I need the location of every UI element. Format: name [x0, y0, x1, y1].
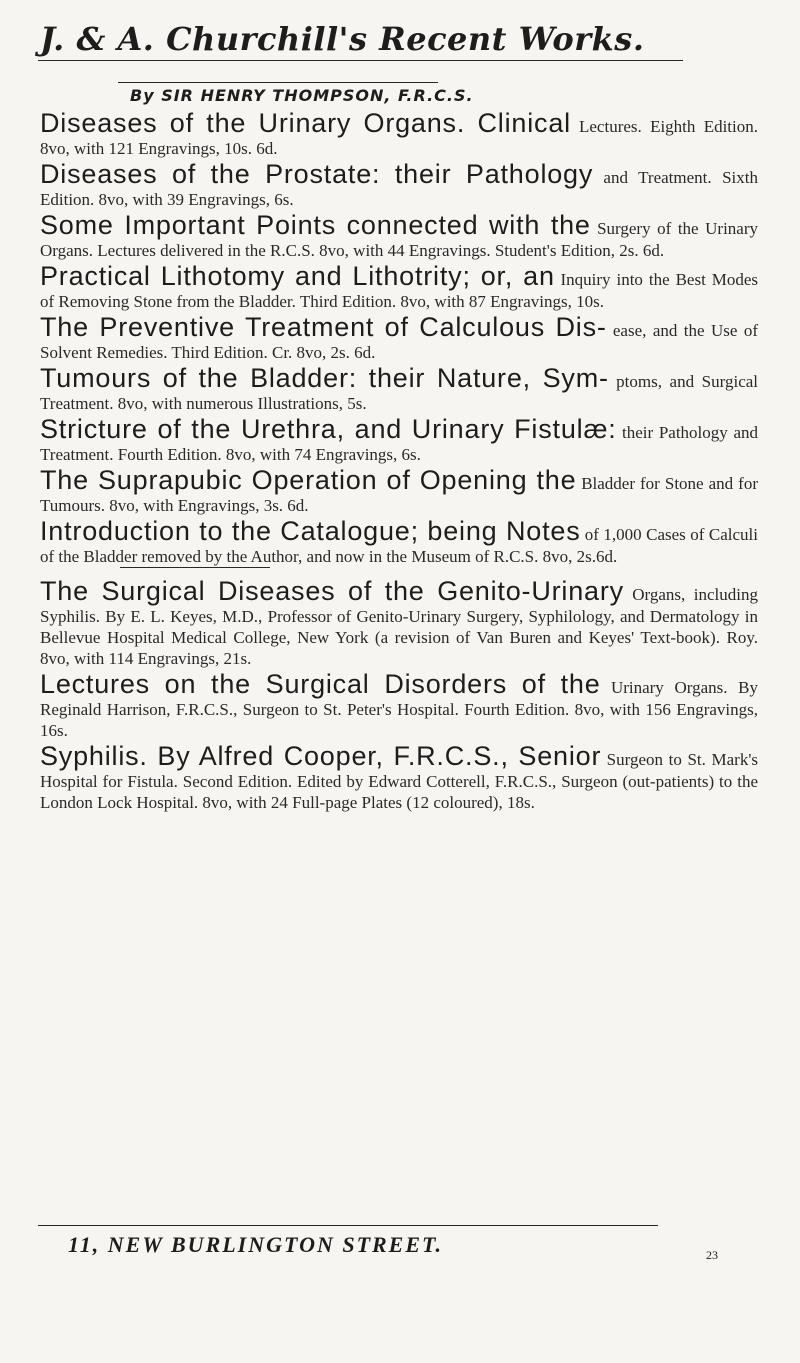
book-entry — [40, 159, 758, 210]
section-separator — [120, 567, 270, 568]
book-description: Organs, including Syphilis. By E. L. Keyes, M.D., Professor of Genito-Urinary Surgery, Syphilology, and Dermatology in Bellevue Hospital Medical College, New York (a revision of Van Buren and Keyes' Text-book). Roy. 8vo, with 114 Engravings, 21s. — [40, 585, 758, 668]
publisher-heading: J. & A. Churchill's Recent Works. — [40, 20, 645, 58]
book-entry — [40, 108, 758, 159]
header-rule — [38, 60, 683, 61]
book-title: Diseases of the Prostate: their Pathology — [40, 159, 594, 189]
book-description: ptoms, and Surgical Treatment. 8vo, with numerous Illustrations, 5s. — [40, 372, 759, 413]
book-title: Lectures on the Surgical Disorders of the — [40, 669, 601, 699]
footer-rule — [38, 1225, 658, 1226]
book-entry — [40, 363, 758, 414]
book-entry — [40, 576, 758, 669]
author-rule — [118, 82, 438, 83]
book-entry — [40, 669, 758, 741]
book-description: ease, and the Use of Solvent Remedies. Third Edition. Cr. 8vo, 2s. 6d. — [40, 321, 759, 362]
author-line: By SIR HENRY THOMPSON, F.R.C.S. — [130, 86, 474, 105]
book-entry — [40, 465, 758, 516]
book-description: Inquiry into the Best Modes of Removing Stone from the Bladder. Third Edition. 8vo, with 87 Engravings, 10s. — [40, 270, 759, 311]
book-entry — [40, 741, 758, 813]
book-title: Some Important Points connected with the — [40, 210, 591, 240]
book-list — [40, 108, 758, 813]
publisher-address: 11, NEW BURLINGTON STREET. — [68, 1232, 443, 1257]
book-description: and Treatment. Sixth Edition. 8vo, with 39 Engravings, 6s. — [40, 168, 759, 209]
book-entry — [40, 261, 758, 312]
book-description: Lectures. Eighth Edition. 8vo, with 121 Engravings, 10s. 6d. — [40, 117, 759, 158]
book-entry — [40, 210, 758, 261]
book-entry — [40, 312, 758, 363]
book-entry — [40, 414, 758, 465]
book-description: their Pathology and Treatment. Fourth Edition. 8vo, with 74 Engravings, 6s. — [40, 423, 758, 464]
book-title: Diseases of the Urinary Organs. Clinical — [40, 108, 571, 138]
book-title: The Surgical Diseases of the Genito-Urinary — [40, 576, 624, 606]
page-number: 23 — [706, 1248, 718, 1262]
book-description: Urinary Organs. By Reginald Harrison, F.R.C.S., Surgeon to St. Peter's Hospital. Fourth Edition. 8vo, with 156 Engravings, 16s. — [40, 678, 759, 740]
book-title: The Preventive Treatment of Calculous Dis- — [40, 312, 607, 342]
book-title: Introduction to the Catalogue; being Notes — [40, 516, 581, 546]
book-title: Syphilis. By Alfred Cooper, F.R.C.S., Senior — [40, 741, 602, 771]
book-title: Stricture of the Urethra, and Urinary Fistulæ: — [40, 414, 617, 444]
book-title: The Suprapubic Operation of Opening the — [40, 465, 577, 495]
book-title: Tumours of the Bladder: their Nature, Sym- — [40, 363, 609, 393]
book-description: Surgeon to St. Mark's Hospital for Fistula. Second Edition. Edited by Edward Cotterell, F.R.C.S., Surgeon (out-patients) to the London Lock Hospital. 8vo, with 24 Full-page Plates (12 coloured), 18s. — [40, 750, 758, 812]
book-description: of 1,000 Cases of Calculi of the Bladder removed by the Author, and now in the Museum of R.C.S. 8vo, 2s.6d. — [40, 525, 758, 566]
book-description: Bladder for Stone and for Tumours. 8vo, with Engravings, 3s. 6d. — [40, 474, 759, 515]
book-title: Practical Lithotomy and Lithotrity; or, an — [40, 261, 555, 291]
book-description: Surgery of the Urinary Organs. Lectures delivered in the R.C.S. 8vo, with 44 Engravings. Student's Edition, 2s. 6d. — [40, 219, 759, 260]
book-entry — [40, 516, 758, 567]
